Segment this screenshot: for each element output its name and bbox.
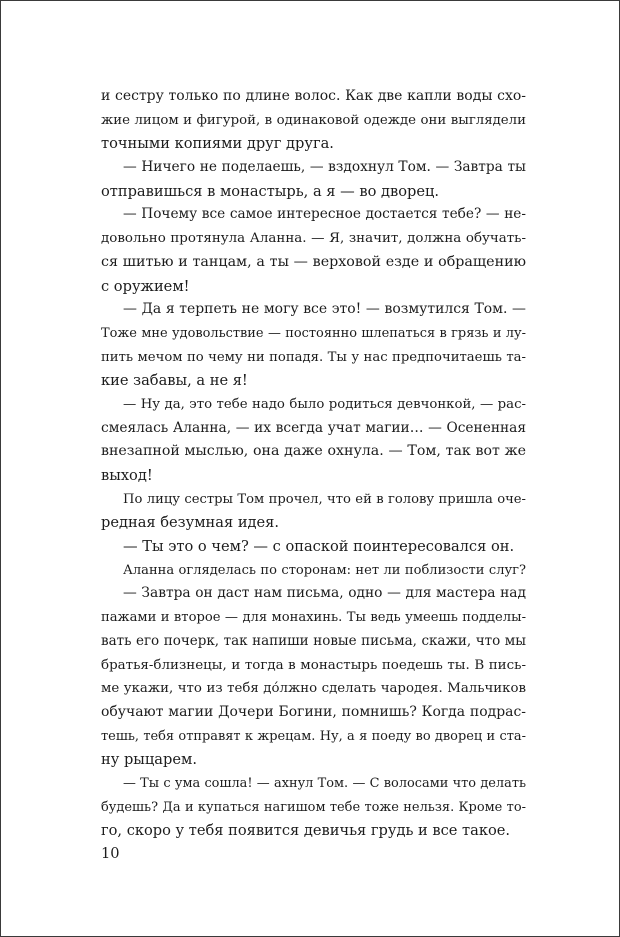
text-line: — Ничего не поделаешь, — вздохнул Том. — Завтра ты xyxy=(123,159,526,176)
page-number: 10 xyxy=(101,845,120,862)
text-line: братья-близнецы, и тогда в монастырь поедешь ты. В пись- xyxy=(101,657,526,673)
text-line: го, скоро у тебя появится девичья грудь и все такое. xyxy=(101,822,511,840)
text-line: внезапной мыслью, она даже охнула. — Том, так вот же xyxy=(101,443,526,460)
text-line: ся шитью и танцам, а ты — верховой езде и обращению xyxy=(101,253,526,270)
text-line: тешь, тебя отправят к жрецам. Ну, а я поеду во дворец и ста- xyxy=(101,728,526,744)
text-line: и сестру только по длине волос. Как две капли воды схо- xyxy=(101,88,526,104)
text-line: — Завтра он даст нам письма, одно — для мастера над xyxy=(123,585,526,602)
text-line: — Ты с ума сошла! — ахнул Том. — С волосами что делать xyxy=(123,775,526,791)
text-line: — Почему все самое интересное достается тебе? — не- xyxy=(123,206,526,223)
text-line: довольно протянула Аланна. — Я, значит, должна обучать- xyxy=(101,231,526,247)
text-line: — Ну да, это тебе надо было родиться девчонкой, — рас- xyxy=(123,396,526,412)
text-line: Аланна огляделась по сторонам: нет ли поблизости слуг? xyxy=(123,562,526,578)
text-line: — Ты это о чем? — с опаской поинтересовался он. xyxy=(123,538,515,556)
text-line: с оружием! xyxy=(101,277,190,295)
text-line: кие забавы, а не я! xyxy=(101,372,248,390)
body-text xyxy=(101,85,526,843)
text-line: отправишься в монастырь, а я — во дворец. xyxy=(101,182,440,200)
text-line: ну рыцарем. xyxy=(101,751,197,769)
text-line: редная безумная идея. xyxy=(101,514,280,532)
text-line: ме укажи, что из тебя до́лжно сделать чародея. Мальчиков xyxy=(101,681,526,697)
text-line: смеялась Аланна, — их всегда учат магии… — Осененная xyxy=(101,419,526,436)
text-line: жие лицом и фигурой, в одинаковой одежде они выглядели xyxy=(101,112,526,128)
text-line: точными копиями друг друга. xyxy=(101,135,334,153)
text-line: пажами и второе — для монахинь. Ты ведь умеешь подделы- xyxy=(101,610,526,626)
text-line: — Да я терпеть не могу все это! — возмутился Том. — xyxy=(123,301,526,318)
text-line: выход! xyxy=(101,467,153,484)
text-line: обучают магии Дочери Богини, помнишь? Когда подрас- xyxy=(101,703,526,720)
text-line: Тоже мне удовольствие — постоянно шлепаться в грязь и лу- xyxy=(101,325,526,341)
text-line: пить мечом по чему ни попадя. Ты у нас предпочитаешь та- xyxy=(101,349,526,365)
text-line: будешь? Да и купаться нагишом тебе тоже нельзя. Кроме то- xyxy=(101,799,526,815)
text-line: По лицу сестры Том прочел, что ей в голову пришла оче- xyxy=(123,491,526,507)
text-line: вать его почерк, так напиши новые письма, скажи, что мы xyxy=(101,632,526,649)
